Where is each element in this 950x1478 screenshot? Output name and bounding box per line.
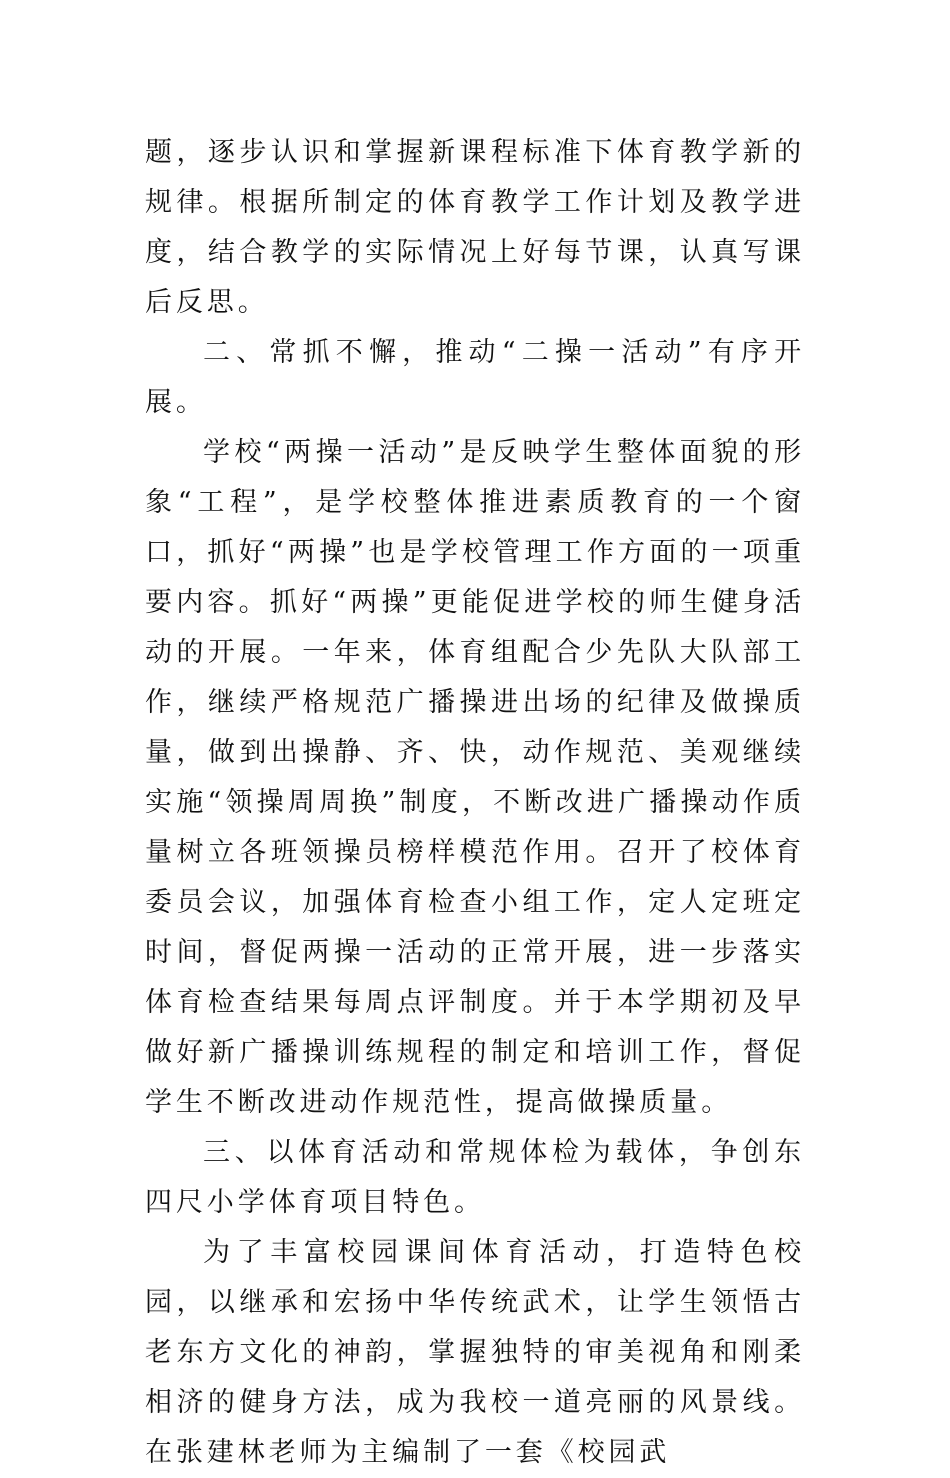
paragraph-continuation: 题，逐步认识和掌握新课程标准下体育教学新的规律。根据所制定的体育教学工作计划及教学进度，结合教学的实际情况上好每节课，认真写课后反思。 [145,137,805,318]
section-heading-three: 三、以体育活动和常规体检为载体，争创东四尺小学体育项目特色。 [145,1137,805,1218]
section-heading-two: 二、常抓不懈，推动“二操一活动”有序开展。 [145,337,805,418]
document-body [145,128,805,1478]
paragraph-two-exercises: 学校“两操一活动”是反映学生整体面貌的形象“工程”，是学校整体推进素质教育的一个窗口，抓好“两操”也是学校管理工作方面的一项重要内容。抓好“两操”更能促进学校的师生健身活动的开展。一年来，体育组配合少先队大队部工作，继续严格规范广播操进出场的纪律及做操质量，做到出操静、齐、快，动作规范、美观继续实施“领操周周换”制度，不断改进广播操动作质量树立各班领操员榜样模范作用。召开了校体育委员会议，加强体育检查小组工作，定人定班定时间，督促两操一活动的正常开展，进一步落实体育检查结果每周点评制度。并于本学期初及早做好新广播操训练规程的制定和培训工作，督促学生不断改进动作规范性，提高做操质量。 [145,437,805,1118]
paragraph-martial-arts: 为了丰富校园课间体育活动，打造特色校园，以继承和宏扬中华传统武术，让学生领悟古老东方文化的神韵，掌握独特的审美视角和刚柔相济的健身方法，成为我校一道亮丽的风景线。在张建林老师为主编制了一套《校园武 [145,1237,805,1468]
